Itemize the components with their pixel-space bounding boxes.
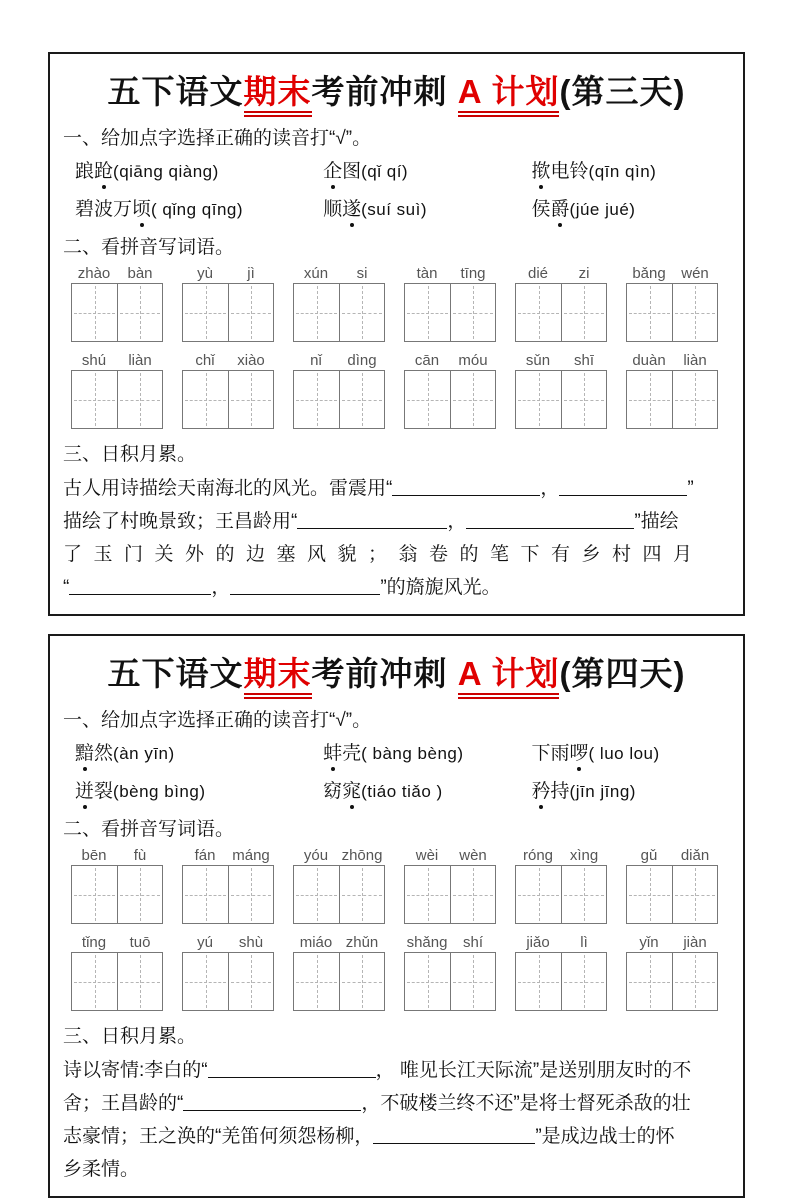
pinyin-label: si xyxy=(356,265,368,282)
fill-line xyxy=(63,472,730,505)
writing-cells[interactable] xyxy=(404,952,496,1011)
pinyin-labels xyxy=(71,352,163,369)
panel2-section1-items xyxy=(63,738,730,803)
panel1-section2-heading: 二、看拼音写词语。 xyxy=(63,237,235,258)
writing-cell[interactable] xyxy=(294,371,339,428)
panel2-section3-text xyxy=(63,1054,730,1186)
pinyin-word-grid xyxy=(182,352,274,429)
word-part: 裂 xyxy=(94,781,114,802)
writing-cell[interactable] xyxy=(117,866,162,923)
fill-line xyxy=(63,538,730,571)
pinyin-label: xìng xyxy=(569,847,599,864)
pinyin-label: xiào xyxy=(237,352,265,369)
answer-blank[interactable] xyxy=(466,515,634,529)
pinyin-label: bàn xyxy=(127,265,153,282)
pinyin-options: (qiāng qiàng) xyxy=(113,162,219,181)
writing-cell[interactable] xyxy=(450,371,495,428)
writing-cell[interactable] xyxy=(183,866,228,923)
dotted-char: 黯 xyxy=(75,738,94,765)
pinyin-labels xyxy=(515,847,607,864)
writing-cells[interactable] xyxy=(404,865,496,924)
panel2-section2-heading: 二、看拼音写词语。 xyxy=(63,819,235,840)
writing-cell[interactable] xyxy=(339,866,384,923)
pronunciation-item[interactable] xyxy=(532,776,731,803)
pinyin-word-grid xyxy=(626,352,718,429)
fill-text: ， xyxy=(211,577,231,598)
title-day: (第四天) xyxy=(559,655,686,692)
pronunciation-item[interactable] xyxy=(323,156,531,183)
writing-cell[interactable] xyxy=(339,371,384,428)
title-highlight-plan: A 计划 xyxy=(458,73,560,117)
writing-cell[interactable] xyxy=(450,284,495,341)
dotted-char: 企 xyxy=(323,156,342,183)
dotted-char: 跄 xyxy=(94,156,113,183)
panel2-title xyxy=(63,648,730,695)
pinyin-word-grid xyxy=(293,847,385,924)
word-part: 壳 xyxy=(342,743,362,764)
pinyin-word-grid xyxy=(626,934,718,1011)
pinyin-word-grid xyxy=(404,352,496,429)
pinyin-labels xyxy=(182,265,274,282)
writing-cell[interactable] xyxy=(72,371,117,428)
pinyin-labels xyxy=(404,934,496,951)
word-part: 图 xyxy=(342,161,362,182)
writing-cells[interactable] xyxy=(182,952,274,1011)
writing-cell[interactable] xyxy=(294,953,339,1010)
pinyin-word-grid xyxy=(293,265,385,342)
pinyin-label: zhǔn xyxy=(345,934,379,951)
pinyin-options: (tiáo tiǎo ) xyxy=(361,782,443,801)
answer-blank[interactable] xyxy=(69,581,211,595)
writing-cell[interactable] xyxy=(117,284,162,341)
pronunciation-item[interactable] xyxy=(75,156,323,183)
worksheet-panel-day3 xyxy=(48,52,745,616)
pinyin-label: bǎng xyxy=(632,265,666,282)
pronunciation-item[interactable] xyxy=(532,194,731,221)
writing-cells[interactable] xyxy=(515,283,607,342)
fill-text: ” xyxy=(687,478,694,499)
word-part: 侯 xyxy=(531,199,551,220)
pinyin-labels xyxy=(626,934,718,951)
panel1-title xyxy=(63,66,730,113)
pinyin-label: jiàn xyxy=(683,934,707,951)
pinyin-labels xyxy=(182,934,274,951)
panel1-section3-heading: 三、日积月累。 xyxy=(63,444,197,465)
pinyin-labels xyxy=(71,265,163,282)
writing-cell[interactable] xyxy=(183,371,228,428)
pinyin-label: dìng xyxy=(347,352,377,369)
writing-cell[interactable] xyxy=(516,371,561,428)
writing-cell[interactable] xyxy=(672,284,717,341)
fill-line xyxy=(63,1120,730,1153)
panel1-section1-items xyxy=(63,156,730,221)
pinyin-labels xyxy=(404,847,496,864)
writing-cells[interactable] xyxy=(626,370,718,429)
writing-cell[interactable] xyxy=(561,284,606,341)
fill-text: 志豪情；王之涣的“羌笛何须怨杨柳， xyxy=(63,1126,374,1147)
writing-cell[interactable] xyxy=(672,371,717,428)
writing-cell[interactable] xyxy=(294,866,339,923)
writing-cells[interactable] xyxy=(71,865,163,924)
fill-text: “ xyxy=(63,577,70,598)
pinyin-label: shí xyxy=(462,934,483,951)
panel2-section1-heading: 一、给加点字选择正确的读音打“√”。 xyxy=(63,710,372,731)
dotted-char: 啰 xyxy=(570,738,589,765)
writing-cells[interactable] xyxy=(293,865,385,924)
fill-text: ，不破楼兰终不还”是将士督死杀敌的壮 xyxy=(361,1093,691,1114)
pinyin-options: (qǐ qí) xyxy=(361,162,409,181)
answer-blank[interactable] xyxy=(392,482,540,496)
writing-cells[interactable] xyxy=(626,283,718,342)
pinyin-label: zhào xyxy=(77,265,111,282)
writing-cell[interactable] xyxy=(561,953,606,1010)
writing-cells[interactable] xyxy=(404,370,496,429)
writing-cell[interactable] xyxy=(228,866,273,923)
dotted-char: 遂 xyxy=(342,194,361,221)
writing-cell[interactable] xyxy=(627,284,672,341)
pinyin-word-grid xyxy=(182,847,274,924)
pinyin-label: wèi xyxy=(415,847,439,864)
writing-cell[interactable] xyxy=(627,953,672,1010)
pinyin-word-grid xyxy=(71,352,163,429)
writing-cells[interactable] xyxy=(293,370,385,429)
writing-cell[interactable] xyxy=(561,866,606,923)
writing-cell[interactable] xyxy=(72,953,117,1010)
dotted-char: 矜 xyxy=(532,776,551,803)
dotted-char: 顷 xyxy=(132,194,151,221)
answer-blank[interactable] xyxy=(230,581,380,595)
writing-cell[interactable] xyxy=(183,284,228,341)
pinyin-label: duàn xyxy=(632,352,666,369)
pinyin-label: tīng xyxy=(460,265,486,282)
writing-cell[interactable] xyxy=(450,953,495,1010)
pinyin-options: ( bàng bèng) xyxy=(361,744,464,763)
pinyin-labels xyxy=(515,265,607,282)
writing-cells[interactable] xyxy=(71,952,163,1011)
fill-text: 诗以寄情:李白的“ xyxy=(63,1060,208,1081)
worksheet-panel-day4 xyxy=(48,634,745,1198)
pinyin-word-grid xyxy=(71,934,163,1011)
pinyin-label: diǎn xyxy=(680,847,710,864)
dotted-char: 爵 xyxy=(551,194,570,221)
pinyin-label: wèn xyxy=(459,847,487,864)
pinyin-labels xyxy=(71,847,163,864)
panel1-pinyin-grid-row-1 xyxy=(71,265,730,342)
writing-cells[interactable] xyxy=(404,283,496,342)
choice-row xyxy=(75,156,730,183)
fill-text: ”的旖旎风光。 xyxy=(380,577,501,598)
fill-text: 描绘了村晚景致；王昌龄用“ xyxy=(63,511,298,532)
writing-cell[interactable] xyxy=(516,866,561,923)
pinyin-label: cān xyxy=(414,352,440,369)
fill-text: 古人用诗描绘天南海北的风光。雷震用“ xyxy=(63,478,393,499)
pinyin-label: róng xyxy=(522,847,554,864)
writing-cell[interactable] xyxy=(516,953,561,1010)
pronunciation-item[interactable] xyxy=(75,776,323,803)
pinyin-label: shī xyxy=(573,352,594,369)
pinyin-label: fù xyxy=(133,847,147,864)
writing-cell[interactable] xyxy=(183,953,228,1010)
pinyin-label: shù xyxy=(238,934,264,951)
pinyin-options: (júe jué) xyxy=(569,200,636,219)
pinyin-label: liàn xyxy=(128,352,152,369)
pinyin-label: gǔ xyxy=(640,847,658,864)
answer-blank[interactable] xyxy=(208,1064,376,1078)
word-part: 踉 xyxy=(75,161,95,182)
pinyin-labels xyxy=(182,847,274,864)
pinyin-labels xyxy=(293,352,385,369)
writing-cell[interactable] xyxy=(117,953,162,1010)
writing-cell[interactable] xyxy=(228,284,273,341)
pinyin-word-grid xyxy=(293,934,385,1011)
pinyin-label: tàn xyxy=(416,265,438,282)
pinyin-word-grid xyxy=(182,265,274,342)
writing-cell[interactable] xyxy=(561,371,606,428)
pinyin-label: lì xyxy=(580,934,588,951)
answer-blank[interactable] xyxy=(559,482,687,496)
title-highlight-qimo: 期末 xyxy=(244,655,312,699)
writing-cells[interactable] xyxy=(71,283,163,342)
pinyin-label: tuō xyxy=(129,934,151,951)
pinyin-labels xyxy=(71,934,163,951)
pinyin-word-grid xyxy=(626,265,718,342)
fill-text: ， 唯见长江天际流”是送别朋友时的不 xyxy=(375,1060,692,1081)
pinyin-label: máng xyxy=(232,847,270,864)
pinyin-options: ( qǐng qīng) xyxy=(151,200,244,219)
writing-cell[interactable] xyxy=(627,371,672,428)
title-highlight-plan: A 计划 xyxy=(458,655,560,699)
answer-blank[interactable] xyxy=(297,515,447,529)
writing-cells[interactable] xyxy=(182,370,274,429)
writing-cell[interactable] xyxy=(405,284,450,341)
pronunciation-item[interactable] xyxy=(323,738,531,765)
pinyin-label: xún xyxy=(303,265,329,282)
pinyin-labels xyxy=(515,352,607,369)
pinyin-word-grid xyxy=(626,847,718,924)
pinyin-labels xyxy=(293,265,385,282)
writing-cell[interactable] xyxy=(228,953,273,1010)
choice-row xyxy=(75,776,730,803)
choice-row xyxy=(75,738,730,765)
pinyin-options: (suí suì) xyxy=(361,200,428,219)
word-part: 下雨 xyxy=(531,743,570,764)
pinyin-label: tǐng xyxy=(81,934,107,951)
title-text: 五下语文 xyxy=(107,655,244,692)
fill-text: ”描绘 xyxy=(634,511,679,532)
pinyin-label: shú xyxy=(81,352,107,369)
writing-cell[interactable] xyxy=(516,284,561,341)
dotted-char: 窕 xyxy=(342,776,361,803)
pinyin-label: dié xyxy=(527,265,549,282)
writing-cell[interactable] xyxy=(72,866,117,923)
writing-cells[interactable] xyxy=(626,865,718,924)
fill-text: ， xyxy=(447,511,467,532)
pinyin-label: zi xyxy=(578,265,590,282)
pinyin-labels xyxy=(626,847,718,864)
panel1-pinyin-grid-row-2 xyxy=(71,352,730,429)
pinyin-word-grid xyxy=(71,265,163,342)
pinyin-options: ( luo lou) xyxy=(588,744,660,763)
fill-line xyxy=(63,571,730,604)
fill-text: 乡柔情。 xyxy=(63,1159,140,1180)
pinyin-word-grid xyxy=(515,265,607,342)
answer-blank[interactable] xyxy=(183,1097,361,1111)
pinyin-label: wén xyxy=(681,265,709,282)
writing-cells[interactable] xyxy=(515,865,607,924)
pinyin-labels xyxy=(626,352,718,369)
word-part: 窈 xyxy=(323,781,343,802)
pinyin-label: zhōng xyxy=(341,847,383,864)
fill-text: 了玉门关外的边塞风貌；翁卷的笔下有乡村四月 xyxy=(63,544,704,565)
writing-cells[interactable] xyxy=(626,952,718,1011)
fill-line xyxy=(63,1054,730,1087)
writing-cell[interactable] xyxy=(72,284,117,341)
word-part: 电铃 xyxy=(550,161,589,182)
choice-row xyxy=(75,194,730,221)
title-text: 考前冲刺 xyxy=(311,655,458,692)
title-text: 五下语文 xyxy=(107,73,244,110)
title-highlight-qimo: 期末 xyxy=(244,73,312,117)
pinyin-label: nǐ xyxy=(310,352,322,369)
writing-cell[interactable] xyxy=(339,953,384,1010)
pinyin-options: (bèng bìng) xyxy=(113,782,206,801)
pinyin-word-grid xyxy=(182,934,274,1011)
writing-cells[interactable] xyxy=(293,283,385,342)
writing-cells[interactable] xyxy=(71,370,163,429)
writing-cell[interactable] xyxy=(294,284,339,341)
pinyin-label: móu xyxy=(458,352,488,369)
pinyin-label: sǔn xyxy=(525,352,551,369)
pronunciation-item[interactable] xyxy=(323,776,531,803)
panel1-section3-text xyxy=(63,472,730,604)
pinyin-labels xyxy=(626,265,718,282)
word-part: 然 xyxy=(94,743,114,764)
panel1-section1-heading: 一、给加点字选择正确的读音打“√”。 xyxy=(63,128,372,149)
pronunciation-item[interactable] xyxy=(532,156,731,183)
pronunciation-item[interactable] xyxy=(323,194,531,221)
pinyin-labels xyxy=(404,352,496,369)
writing-cells[interactable] xyxy=(182,865,274,924)
fill-text: ”是成边战士的怀 xyxy=(535,1126,675,1147)
pinyin-label: yóu xyxy=(303,847,329,864)
dotted-char: 揿 xyxy=(532,156,551,183)
title-day: (第三天) xyxy=(559,73,686,110)
writing-cell[interactable] xyxy=(228,371,273,428)
pinyin-label: fán xyxy=(194,847,216,864)
fill-text: ， xyxy=(540,478,560,499)
pinyin-labels xyxy=(293,934,385,951)
writing-cell[interactable] xyxy=(672,953,717,1010)
fill-text: 舍；王昌龄的“ xyxy=(63,1093,184,1114)
pinyin-options: (qīn qìn) xyxy=(588,162,657,181)
writing-cell[interactable] xyxy=(339,284,384,341)
pinyin-label: shǎng xyxy=(406,934,448,951)
pinyin-options: (àn yīn) xyxy=(113,744,175,763)
fill-line xyxy=(63,505,730,538)
writing-cell[interactable] xyxy=(672,866,717,923)
pinyin-label: yù xyxy=(197,265,213,282)
pinyin-label: liàn xyxy=(683,352,707,369)
pinyin-label: chǐ xyxy=(195,352,215,369)
pinyin-label: yú xyxy=(197,934,213,951)
panel2-pinyin-grid-row-2 xyxy=(71,934,730,1011)
pinyin-labels xyxy=(293,847,385,864)
pinyin-word-grid xyxy=(404,934,496,1011)
pinyin-word-grid xyxy=(404,847,496,924)
writing-cells[interactable] xyxy=(293,952,385,1011)
dotted-char: 蚌 xyxy=(323,738,342,765)
pinyin-options: (jīn jīng) xyxy=(569,782,636,801)
writing-cell[interactable] xyxy=(117,371,162,428)
writing-cell[interactable] xyxy=(405,866,450,923)
title-text: 考前冲刺 xyxy=(311,73,458,110)
writing-cells[interactable] xyxy=(515,952,607,1011)
pinyin-word-grid xyxy=(404,265,496,342)
writing-cell[interactable] xyxy=(627,866,672,923)
pinyin-labels xyxy=(515,934,607,951)
panel2-pinyin-grid-row-1 xyxy=(71,847,730,924)
pinyin-word-grid xyxy=(515,352,607,429)
pinyin-label: jiǎo xyxy=(526,934,550,951)
pinyin-label: jì xyxy=(247,265,255,282)
writing-cell[interactable] xyxy=(405,371,450,428)
fill-line xyxy=(63,1087,730,1120)
fill-line xyxy=(63,1153,730,1186)
pinyin-label: bēn xyxy=(81,847,107,864)
pronunciation-item[interactable] xyxy=(532,738,731,765)
pinyin-label: yǐn xyxy=(639,934,659,951)
pinyin-word-grid xyxy=(71,847,163,924)
pinyin-word-grid xyxy=(293,352,385,429)
answer-blank[interactable] xyxy=(373,1130,535,1144)
pinyin-labels xyxy=(182,352,274,369)
pronunciation-item[interactable] xyxy=(75,194,323,221)
pinyin-word-grid xyxy=(515,847,607,924)
pinyin-labels xyxy=(404,265,496,282)
pinyin-word-grid xyxy=(515,934,607,1011)
word-part: 碧波万 xyxy=(75,199,133,220)
writing-cell[interactable] xyxy=(405,953,450,1010)
pronunciation-item[interactable] xyxy=(75,738,323,765)
writing-cell[interactable] xyxy=(450,866,495,923)
writing-cells[interactable] xyxy=(515,370,607,429)
panel2-section3-heading: 三、日积月累。 xyxy=(63,1026,197,1047)
word-part: 顺 xyxy=(323,199,343,220)
dotted-char: 迸 xyxy=(75,776,94,803)
pinyin-label: miáo xyxy=(299,934,333,951)
word-part: 持 xyxy=(550,781,570,802)
writing-cells[interactable] xyxy=(182,283,274,342)
